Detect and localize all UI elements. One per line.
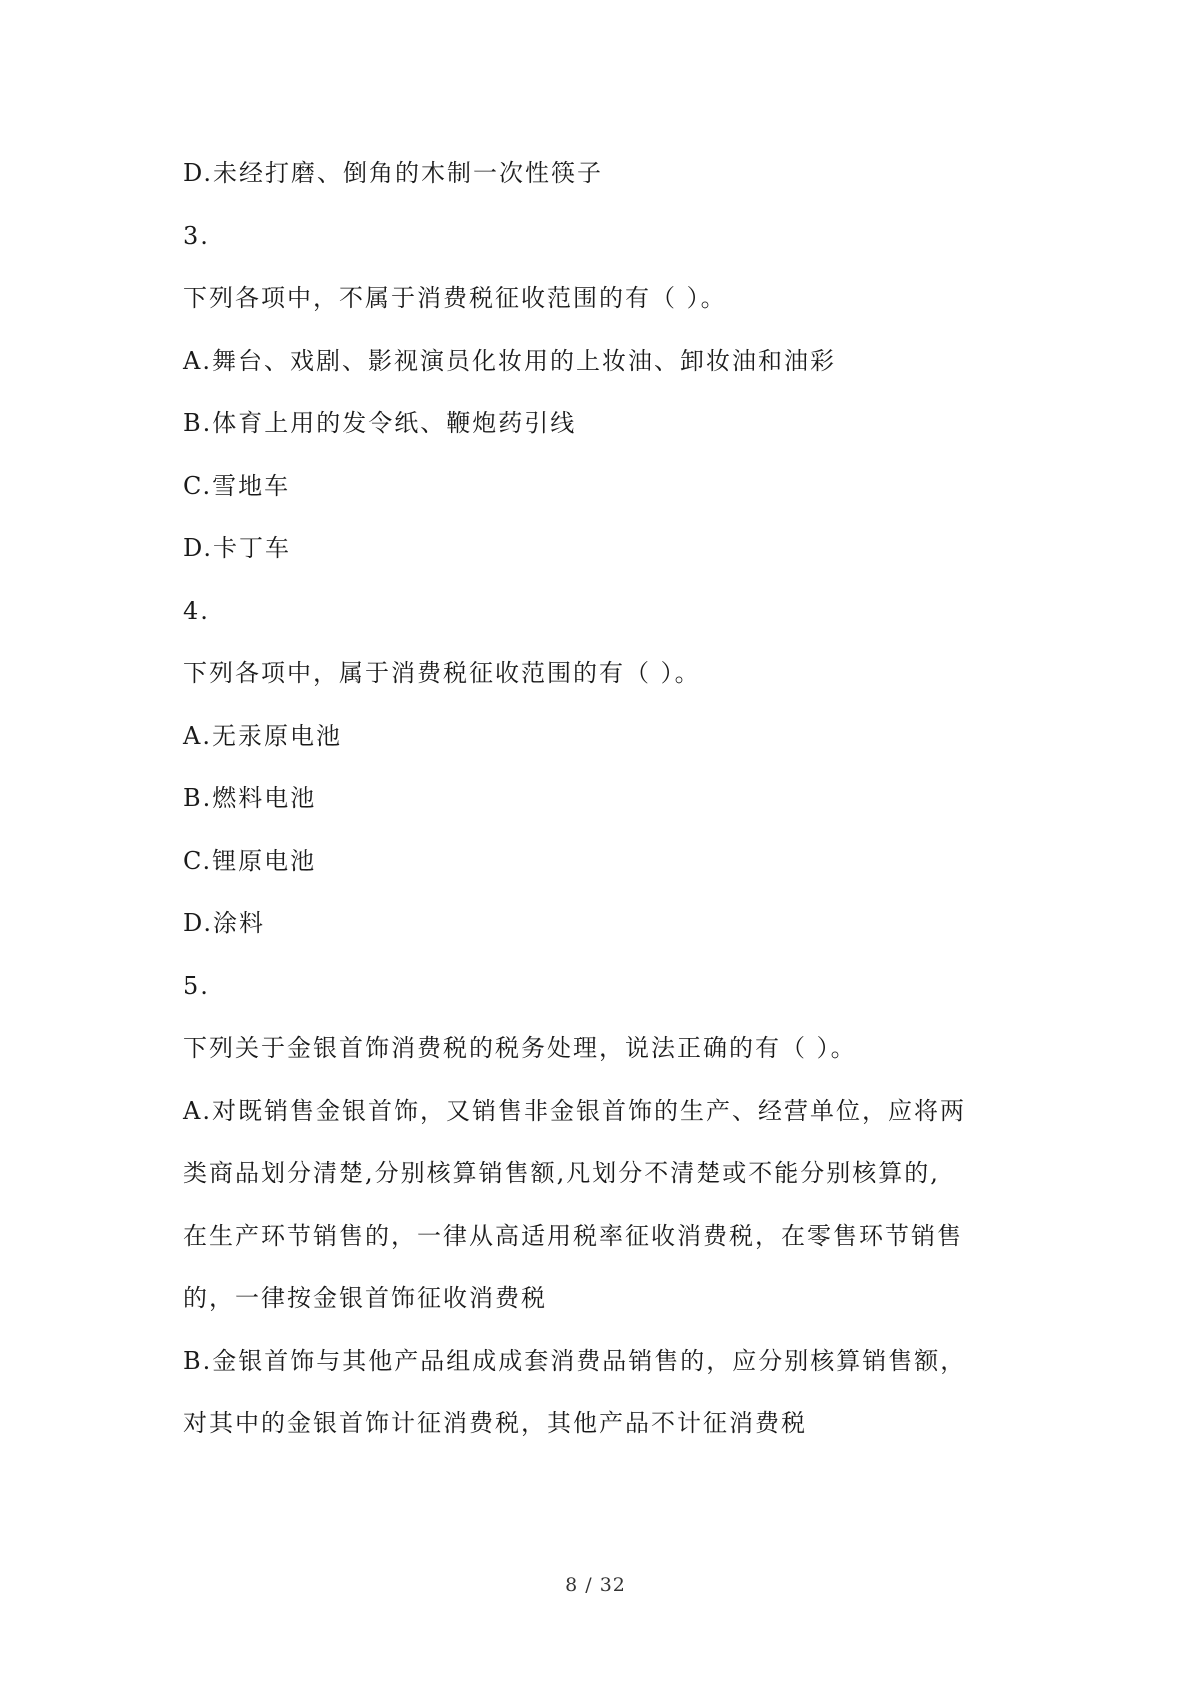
option-a-q5-line-1: A.对既销售金银首饰，又销售非金银首饰的生产、经营单位，应将两 <box>183 1096 966 1125</box>
option-a-q3: A.舞台、戏剧、影视演员化妆用的上妆油、卸妆油和油彩 <box>183 346 836 375</box>
question-5-text: 下列关于金银首饰消费税的税务处理，说法正确的有（ ）。 <box>183 1034 857 1062</box>
question-3-text: 下列各项中，不属于消费税征收范围的有（ ）。 <box>183 284 727 312</box>
option-d-q4: D.涂料 <box>183 909 266 937</box>
option-b-q5-line-2: 对其中的金银首饰计征消费税，其他产品不计征消费税 <box>183 1409 807 1437</box>
option-a-q5 <box>183 1080 1018 1330</box>
page-number: 8 / 32 <box>565 1574 626 1596</box>
question-number-5: 5. <box>183 971 210 1000</box>
option-d-q3: D.卡丁车 <box>183 534 292 562</box>
document-body <box>183 142 1018 1455</box>
option-a-q5-line-2: 类商品划分清楚,分别核算销售额,凡划分不清楚或不能分别核算的, <box>183 1159 940 1187</box>
option-b-q3: B.体育上用的发令纸、鞭炮药引线 <box>183 409 577 437</box>
option-a-q5-line-3: 在生产环节销售的，一律从高适用税率征收消费税，在零售环节销售 <box>183 1221 963 1250</box>
option-d-q2: D.未经打磨、倒角的木制一次性筷子 <box>183 159 604 187</box>
option-a-q5-line-4: 的，一律按金银首饰征收消费税 <box>183 1284 547 1312</box>
question-number-4: 4. <box>183 596 210 625</box>
option-b-q5 <box>183 1330 1018 1455</box>
option-a-q4: A.无汞原电池 <box>183 721 342 750</box>
question-4-text: 下列各项中，属于消费税征收范围的有（ ）。 <box>183 659 701 687</box>
option-c-q4: C.锂原电池 <box>183 846 317 875</box>
option-b-q4: B.燃料电池 <box>183 784 317 812</box>
option-b-q5-line-1: B.金银首饰与其他产品组成成套消费品销售的，应分别核算销售额， <box>183 1346 967 1375</box>
question-number-3: 3. <box>183 221 210 250</box>
option-c-q3: C.雪地车 <box>183 471 291 500</box>
